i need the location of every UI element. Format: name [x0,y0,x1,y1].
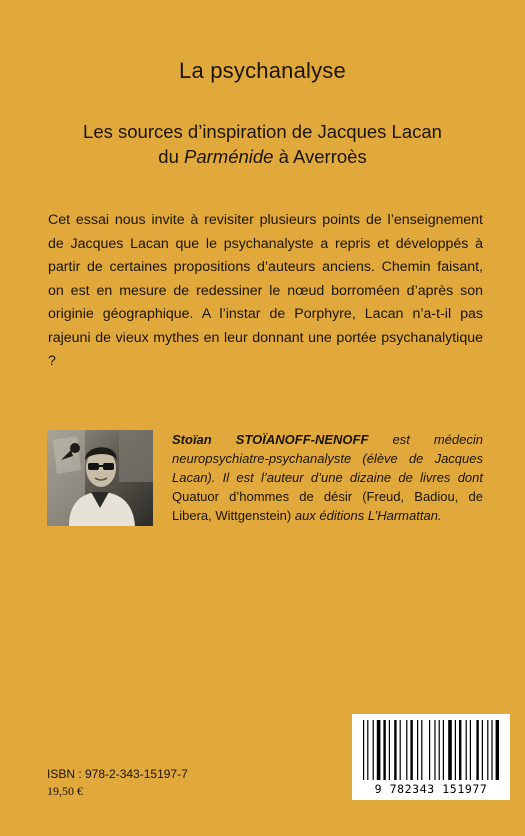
author-book-title: Quatuor d’hommes de désir (Freud, Badiou, de Libera, Wittgenstein) [172,489,483,523]
author-photo [47,430,153,526]
author-bio-text-1: est médecin neuropsychiatre-psychanalyste (élève de Jacques Lacan). Il est l’auteur d’une dizaine de livres dont [172,432,483,485]
subtitle-line-1: Les sources d’inspiration de Jacques Lacan [83,121,442,142]
barcode-icon [363,720,499,780]
isbn: ISBN : 978-2-343-15197-7 [47,767,188,781]
author-bio-text-2: aux éditions L’Harmattan. [291,508,442,523]
author-name: Stoïan STOÏANOFF-NENOFF [172,432,369,447]
back-cover-blurb: Cet essai nous invite à revisiter plusieurs points de l’enseignement de Jacques Lacan que le psychanalyste a repris et développés à partir de certaines propositions d’auteurs anciens. Chemin faisant, on est en mesure de redessiner le nœud borroméen d’après son originie géographique. A l’instar de Porphyre, Lacan n’a-t-il pas rajeuni de vieux mythes en leur donnant une portée psychanalytique ? [48,212,483,369]
author-bio [172,430,483,525]
subtitle-italic-work: Parménide [184,146,274,167]
price: 19,50 € [47,784,83,798]
subtitle-suffix: à Averroès [273,146,367,167]
book-subtitle [0,119,525,169]
subtitle-line-2 [0,144,525,169]
barcode-digits: 9 782343 151977 [374,782,488,796]
barcode [352,714,510,800]
subtitle-prefix: du [158,146,184,167]
book-title: La psychanalyse [179,58,346,83]
author-portrait-icon [47,430,153,526]
